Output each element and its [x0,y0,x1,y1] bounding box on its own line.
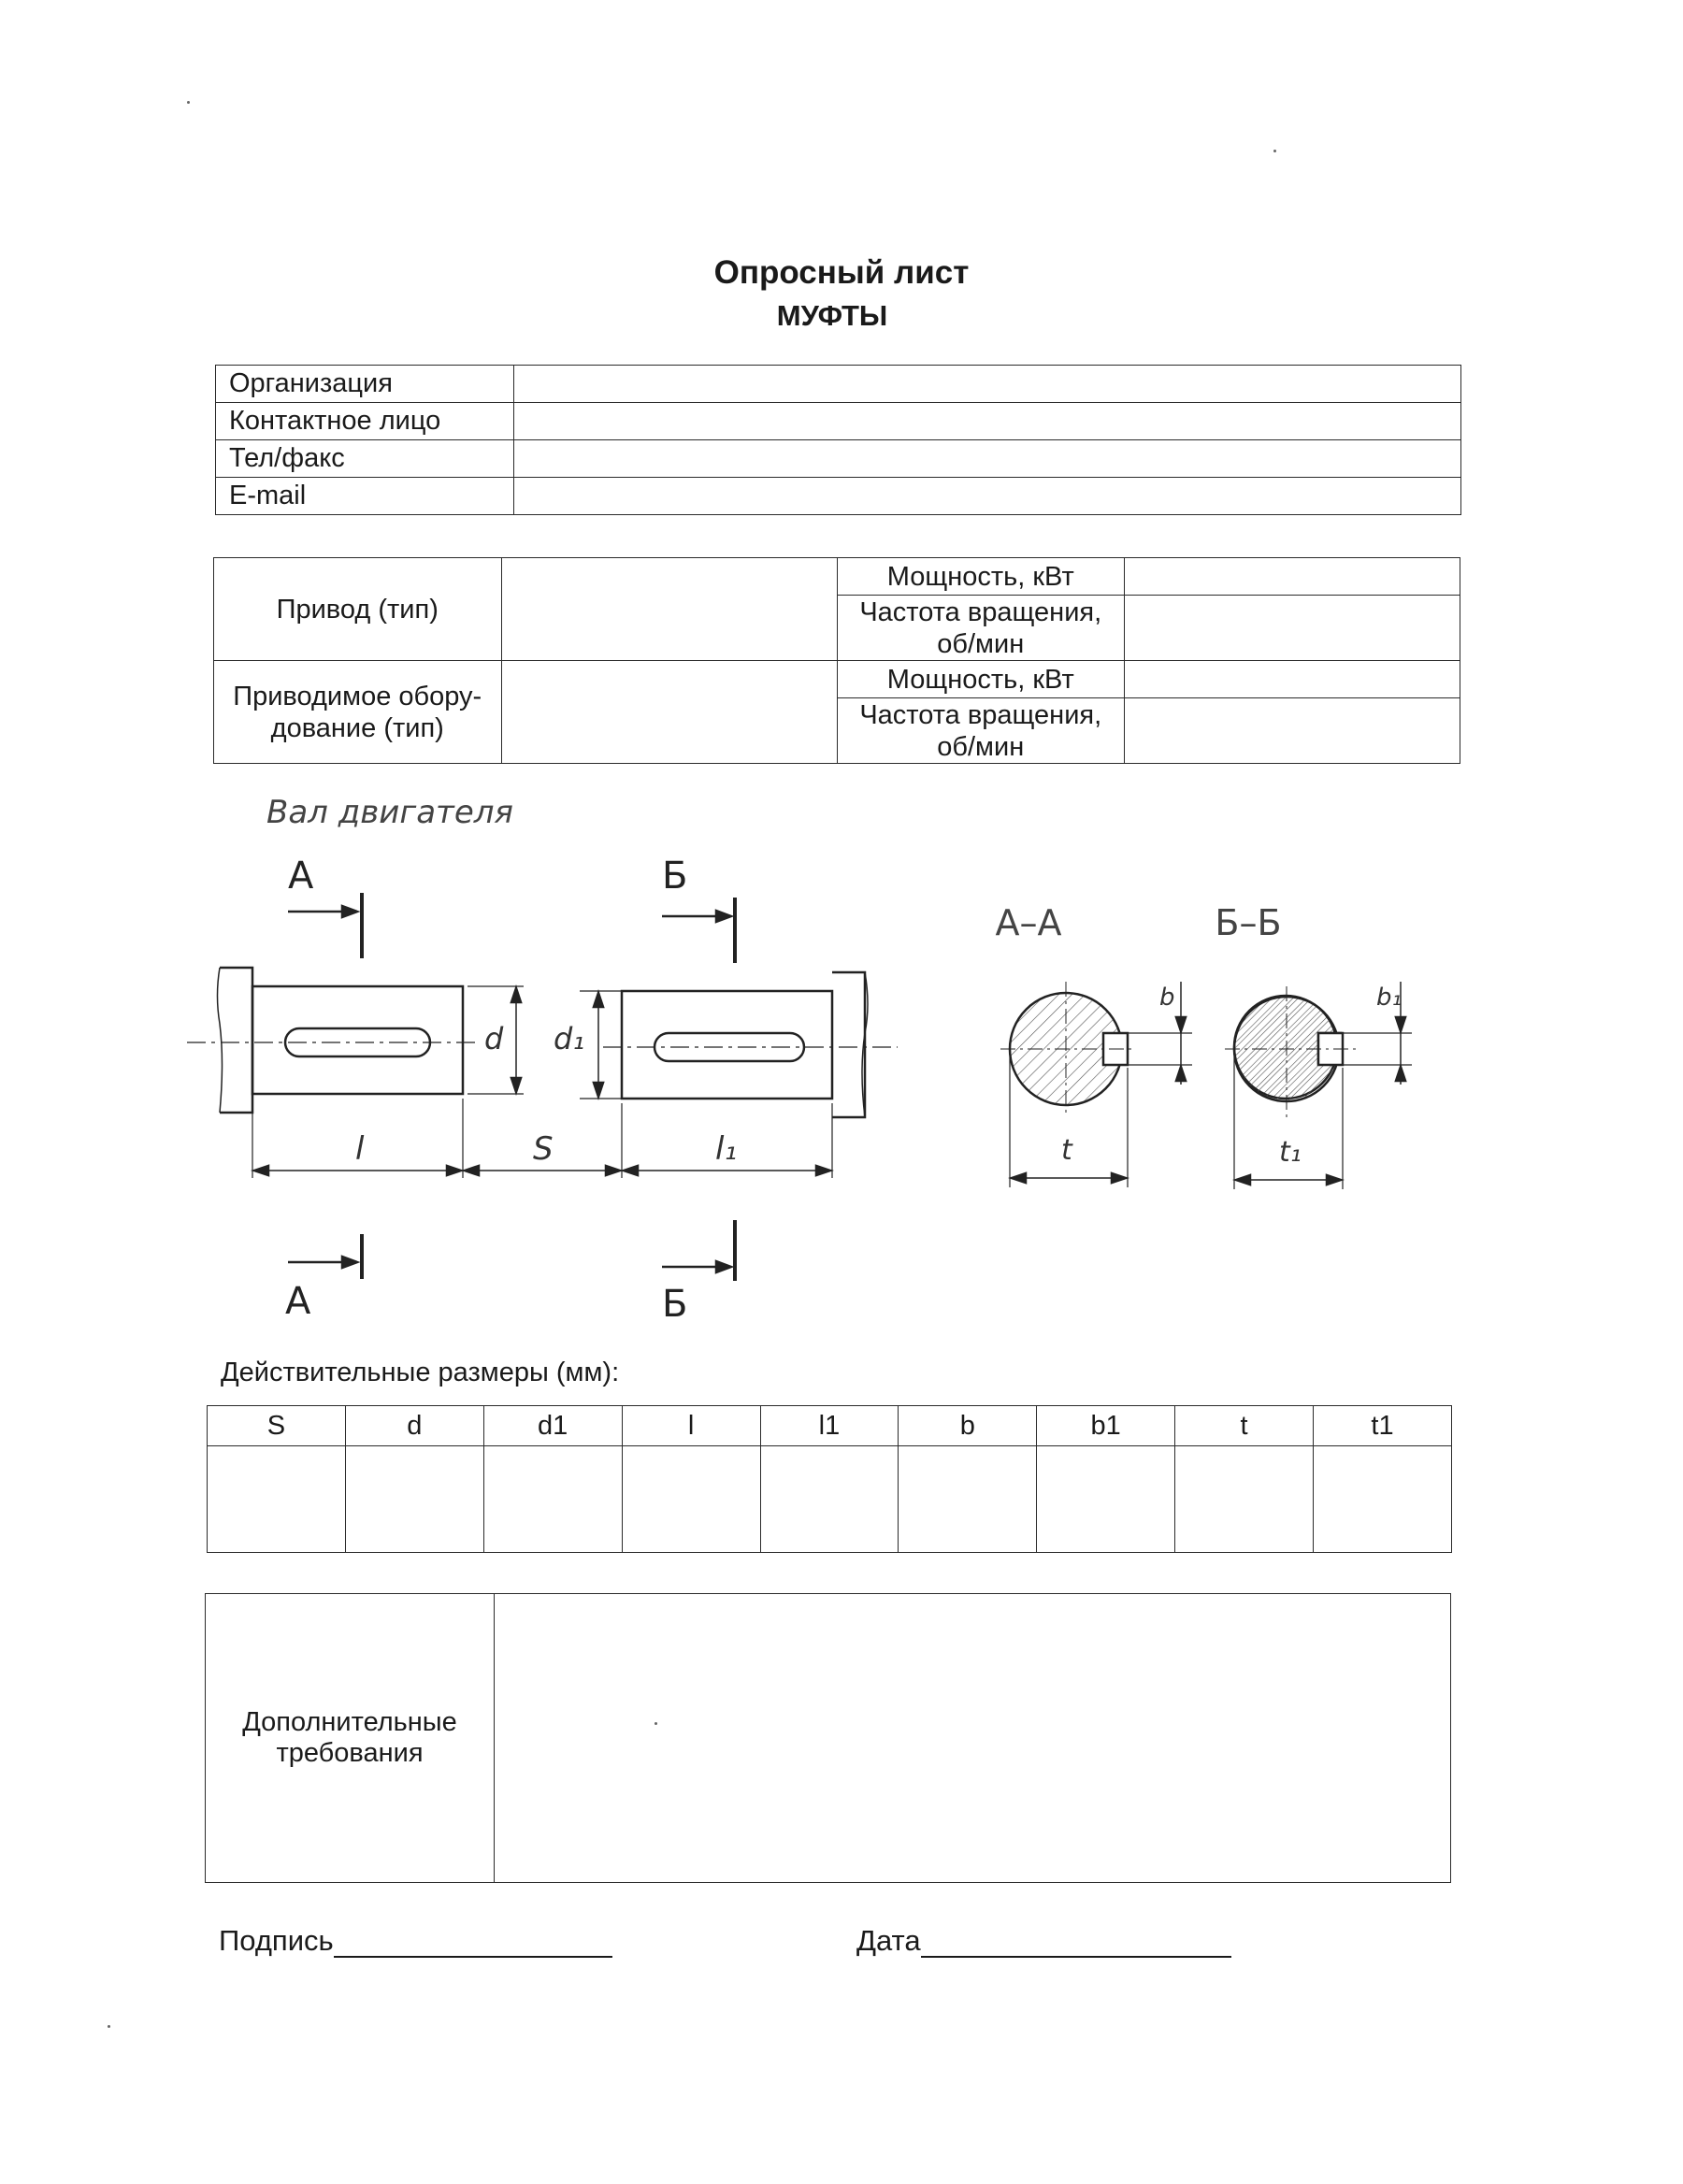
scan-speck [1273,150,1276,152]
col-d: d [345,1406,483,1446]
dim-t1-label: t₁ [1279,1136,1302,1169]
driver-type-label: Привод (тип) [214,558,502,661]
date-label: Дата [856,1924,921,1957]
phone-fax-label: Тел/факс [216,440,514,478]
section-a-top-label: А [288,855,314,898]
value-t-field[interactable] [1175,1446,1314,1553]
col-d1: d1 [483,1406,622,1446]
driven-power-field[interactable] [1125,661,1460,698]
dimensions-label: Действительные размеры (мм): [221,1358,620,1387]
scan-speck [654,1722,657,1725]
contact-row-organization [216,366,1461,403]
signature-block [219,1924,612,1958]
dim-d1-label: d₁ [554,1021,585,1056]
col-t1: t1 [1314,1406,1452,1446]
additional-requirements-label: Дополнительные требования [206,1594,495,1883]
dim-b-label: b [1159,984,1175,1012]
section-b-bottom-label: Б [662,1283,688,1326]
dim-s-label: S [533,1130,554,1168]
motor-shaft [187,968,524,1113]
driver-power-field[interactable] [1125,558,1460,596]
dimensions-value-row [208,1446,1452,1553]
section-a-bottom-label: А [285,1280,311,1323]
contact-row-phone [216,440,1461,478]
value-b-field[interactable] [899,1446,1037,1553]
section-b-top-label: Б [662,855,688,898]
section-b-bottom-marker [662,1220,735,1326]
dim-l-label: l [355,1130,365,1168]
value-d1-field[interactable] [483,1446,622,1553]
driven-shaft [554,972,898,1117]
section-b-top-marker [662,855,735,963]
value-t1-field[interactable] [1314,1446,1452,1553]
value-b1-field[interactable] [1037,1446,1175,1553]
contact-table [215,365,1461,515]
organization-field[interactable] [514,366,1461,403]
additional-requirements-field[interactable] [495,1594,1451,1883]
value-l-field[interactable] [622,1446,760,1553]
dimensions-header-row [208,1406,1452,1446]
signature-label: Подпись [219,1924,334,1957]
section-a-bottom-marker [285,1234,362,1323]
section-a-top-marker [288,855,362,958]
dim-d-label: d [484,1021,504,1056]
dim-b1-label: b₁ [1376,984,1402,1012]
driven-power-label: Мощность, кВт [837,661,1125,698]
shaft-drawing [187,794,1282,1326]
driver-speed-field[interactable] [1125,596,1460,661]
page-title: Опросный лист [713,254,970,291]
organization-label: Организация [216,366,514,403]
dim-l1-label: l₁ [715,1130,738,1168]
drive-row-power [214,558,1460,596]
col-t: t [1175,1406,1314,1446]
scan-speck [187,101,190,104]
page-subtitle: МУФТЫ [776,299,888,332]
date-block [856,1924,1231,1958]
drive-table [213,557,1460,764]
email-label: E-mail [216,478,514,515]
driven-speed-field[interactable] [1125,698,1460,764]
col-s: S [208,1406,346,1446]
value-l1-field[interactable] [760,1446,899,1553]
driver-power-label: Мощность, кВт [837,558,1125,596]
value-s-field[interactable] [208,1446,346,1553]
contact-row-person [216,403,1461,440]
contact-row-email [216,478,1461,515]
section-aa-label: А–А [995,902,1062,943]
col-b: b [899,1406,1037,1446]
dim-t-label: t [1061,1134,1072,1167]
driven-type-label: Приводимое обору-дование (тип) [214,661,502,764]
phone-fax-field[interactable] [514,440,1461,478]
scan-speck [108,2025,110,2028]
contact-person-label: Контактное лицо [216,403,514,440]
drawing-caption: Вал двигателя [266,794,513,831]
additional-requirements-table [205,1593,1451,1883]
col-l: l [622,1406,760,1446]
signature-field[interactable] [334,1928,612,1958]
value-d-field[interactable] [345,1446,483,1553]
length-dimensions [252,1099,832,1178]
section-bb-label: Б–Б [1215,902,1282,943]
section-bb-dimensions [1216,935,1449,1215]
contact-person-field[interactable] [514,403,1461,440]
driven-speed-label: Частота вращения, об/мин [837,698,1125,764]
driven-type-field[interactable] [501,661,837,764]
dimensions-table [207,1405,1452,1553]
col-l1: l1 [760,1406,899,1446]
driven-row-power [214,661,1460,698]
section-aa-view [996,902,1193,1187]
date-field[interactable] [921,1928,1231,1958]
driver-type-field[interactable] [501,558,837,661]
email-field[interactable] [514,478,1461,515]
col-b1: b1 [1037,1406,1175,1446]
driver-speed-label: Частота вращения, об/мин [837,596,1125,661]
